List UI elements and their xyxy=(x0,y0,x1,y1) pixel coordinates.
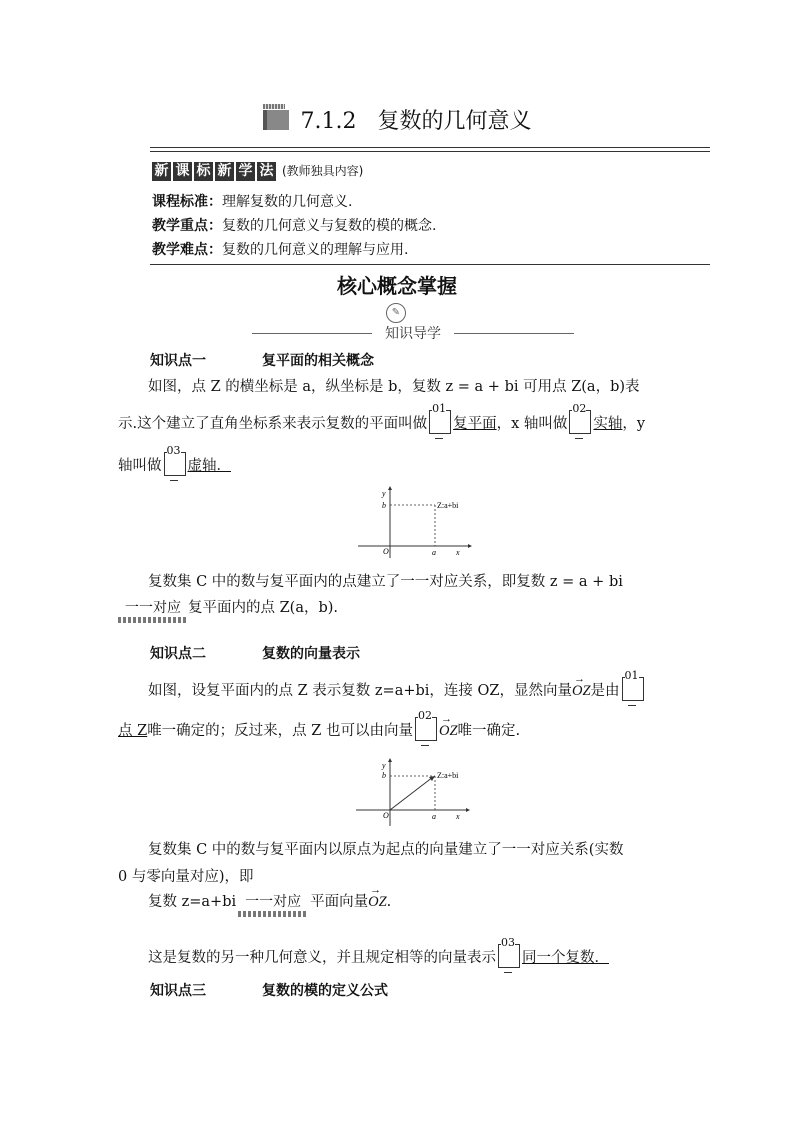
standard-label: 教学重点： xyxy=(152,218,222,234)
blank-number: 02 xyxy=(572,402,587,415)
answer-text: 虚轴． xyxy=(187,458,231,474)
text: 轴叫做 xyxy=(118,458,162,474)
vector-oz: → OZ xyxy=(572,681,591,701)
y-arrow-icon xyxy=(388,486,392,490)
blank-tick xyxy=(504,972,512,973)
kp2-para3: 复数集 C 中的数与复平面内以原点为起点的向量建立了一一对应关系(实数 xyxy=(148,842,624,858)
y-label: y xyxy=(382,761,386,770)
kp2-para4: 0 与零向量对应)，即 xyxy=(118,869,254,885)
vector-figure xyxy=(356,756,472,828)
correspondence-arrow xyxy=(118,601,188,623)
text: 复平面内的点 Z(a，b). xyxy=(188,600,339,616)
standard-text: 复数的几何意义的理解与应用. xyxy=(222,242,409,258)
text: ，x 轴叫做 xyxy=(496,416,568,432)
blank-number: 01 xyxy=(624,669,639,682)
text: 示.这个建立了直角坐标系来表示复数的平面叫做 xyxy=(118,416,428,432)
rule-bottom xyxy=(150,264,710,265)
y-label: y xyxy=(382,489,386,498)
section-title: 复数的几何意义 xyxy=(377,109,532,134)
kp1-para3 xyxy=(118,444,678,476)
blank-number: 03 xyxy=(166,444,181,457)
badge-char: 新 xyxy=(215,162,234,181)
text: 唯一确定的；反过来，点 Z 也可以由向量 xyxy=(147,723,413,739)
arrow-label: 一一对应 xyxy=(245,894,302,910)
kp1-para5 xyxy=(118,598,678,623)
kp-label: 知识点一 xyxy=(150,353,206,369)
a-label: a xyxy=(432,548,436,557)
standard-line xyxy=(152,239,408,259)
kp-name: 复平面的相关概念 xyxy=(262,353,374,369)
badge-note: (教师独具内容) xyxy=(282,164,364,178)
rule-top-2 xyxy=(150,151,710,152)
answer-blank xyxy=(498,936,520,968)
o-label: O xyxy=(383,811,389,820)
answer-text: 复平面 xyxy=(453,416,497,432)
guide-line-left xyxy=(252,333,372,334)
standard-text: 理解复数的几何意义. xyxy=(222,194,353,210)
z-label: Z:a+bi xyxy=(437,771,459,780)
kp2-para6 xyxy=(148,936,708,968)
kp1-para2 xyxy=(118,402,678,434)
kp1-para1: 如图，点 Z 的横坐标是 a，纵坐标是 b，复数 z = a + bi 可用点 Z(a，b)表 xyxy=(148,379,640,395)
pencil-icon: ✎ xyxy=(386,303,406,323)
arrow-line xyxy=(238,911,308,917)
blank-tick xyxy=(421,745,429,746)
a-label: a xyxy=(432,812,436,821)
standard-label: 课程标准： xyxy=(152,194,222,210)
badge-char: 新 xyxy=(152,162,171,181)
y-arrow-icon xyxy=(388,758,392,762)
text: 是由 xyxy=(590,683,620,699)
x-arrow-icon xyxy=(466,808,470,812)
vector-oz: → OZ xyxy=(368,892,387,912)
kp2-para1 xyxy=(148,669,708,701)
kp2-para2 xyxy=(118,709,678,741)
rule-top xyxy=(150,147,710,148)
standard-text: 复数的几何意义与复数的模的概念. xyxy=(222,218,437,234)
text: 唯一确定. xyxy=(457,723,521,739)
z-label: Z:a+bi xyxy=(437,501,459,510)
text: 如图，设复平面内的点 Z 表示复数 z=a+bi，连接 OZ，显然向量 xyxy=(148,683,572,699)
book-icon xyxy=(263,110,289,130)
blank-tick xyxy=(435,438,443,439)
b-label: b xyxy=(382,501,386,510)
standard-line xyxy=(152,215,436,235)
text: . xyxy=(386,894,392,910)
text: 这是复数的另一种几何意义，并且规定相等的向量表示 xyxy=(148,950,496,966)
complex-plane-figure xyxy=(358,484,472,560)
answer-blank xyxy=(429,402,451,434)
blank-tick xyxy=(170,480,178,481)
blank-tick xyxy=(575,438,583,439)
kp-label: 知识点三 xyxy=(150,983,206,999)
blank-number: 02 xyxy=(417,709,432,722)
guide-text: 知识导学 xyxy=(385,326,441,342)
arrow-line xyxy=(118,617,188,623)
text: ，y xyxy=(622,416,646,432)
standard-line xyxy=(152,191,352,211)
kp2-heading xyxy=(150,643,360,663)
x-label: x xyxy=(456,548,460,557)
vector-line xyxy=(390,777,433,810)
b-label: b xyxy=(382,771,386,780)
badge-char: 学 xyxy=(236,162,255,181)
section-heading: 核心概念掌握 xyxy=(337,274,457,298)
o-label: O xyxy=(383,547,389,556)
page-title xyxy=(0,104,794,135)
blank-number: 01 xyxy=(432,402,447,415)
kp-label: 知识点二 xyxy=(150,646,206,662)
answer-text: 同一个复数． xyxy=(522,950,609,966)
guide-heading xyxy=(252,324,574,342)
kp-name: 复数的向量表示 xyxy=(262,646,360,662)
kp3-heading xyxy=(150,980,388,1000)
badge-char: 法 xyxy=(257,162,276,181)
x-label: x xyxy=(456,812,460,821)
badge-row xyxy=(152,162,363,181)
correspondence-arrow xyxy=(238,895,308,917)
answer-text: 实轴 xyxy=(593,416,623,432)
x-arrow-icon xyxy=(468,544,472,548)
kp1-para4: 复数集 C 中的数与复平面内的点建立了一一对应关系，即复数 z = a + bi xyxy=(148,574,623,590)
blank-tick xyxy=(628,705,636,706)
badge-char: 课 xyxy=(173,162,192,181)
guide-line-right xyxy=(454,333,574,334)
kp1-heading xyxy=(150,350,374,370)
section-number: 7.1.2 xyxy=(300,109,357,134)
vector-oz: → OZ xyxy=(439,721,458,741)
text: 平面向量 xyxy=(310,894,369,910)
blank-number: 03 xyxy=(501,936,515,949)
answer-blank xyxy=(569,402,591,434)
badge-char: 标 xyxy=(194,162,213,181)
kp-name: 复数的模的定义公式 xyxy=(262,983,388,999)
arrow-label: 一一对应 xyxy=(125,600,181,616)
text: 复数 z=a+bi xyxy=(148,894,237,910)
answer-blank xyxy=(415,709,437,741)
vector-arrow-icon xyxy=(429,776,435,781)
answer-text: 点 Z xyxy=(118,723,148,739)
answer-blank xyxy=(622,669,644,701)
standard-label: 教学难点： xyxy=(152,242,222,258)
kp2-para5 xyxy=(148,892,708,917)
answer-blank xyxy=(164,444,186,476)
